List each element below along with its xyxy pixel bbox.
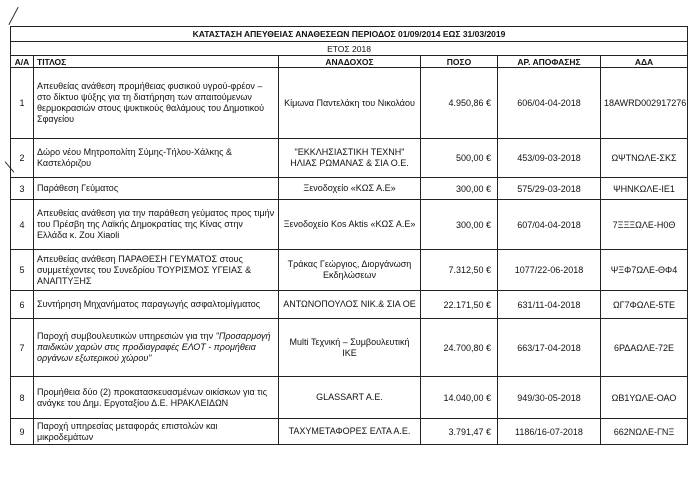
table-row	[11, 200, 688, 250]
table-title: ΚΑΤΑΣΤΑΣΗ ΑΠΕΥΘΕΙΑΣ ΑΝΑΘΕΣΕΩΝ ΠΕΡΙΟΔΟΣ 01/09/2014 ΕΩΣ 31/03/2019	[11, 27, 688, 42]
row-contractor: ΤΑΧΥΜΕΤΑΦΟΡΕΣ ΕΛΤΑ Α.Ε.	[279, 419, 421, 445]
assignments-table	[10, 26, 688, 445]
row-decision: 663/17-04-2018	[498, 319, 601, 377]
row-decision: 575/29-03-2018	[498, 178, 601, 200]
row-amount: 3.791,47 €	[421, 419, 498, 445]
row-decision: 607/04-04-2018	[498, 200, 601, 250]
row-title: Συντήρηση Μηχανήματος παραγωγής ασφαλτομίγματος	[34, 291, 279, 319]
row-num: 5	[11, 250, 34, 291]
row-amount: 500,00 €	[421, 139, 498, 178]
row-decision: 631/11-04-2018	[498, 291, 601, 319]
row-decision: 949/30-05-2018	[498, 377, 601, 419]
row-contractor: Τράκας Γεώργιος, Διοργάνωση Εκδηλώσεων	[279, 250, 421, 291]
row-num: 7	[11, 319, 34, 377]
row-title: Απευθείας ανάθεση προμήθειας φυσικού υγρού-φρέον – στο δίκτυο ψύξης για τη διατήρηση των απαιτούμενων θερμοκρασιών στους ψυκτικούς θαλάμους του Δημοτικού Σφαγείου	[34, 68, 279, 139]
row-ada: ΨΗΝΚΩΛΕ-ΙΕ1	[601, 178, 688, 200]
row-num: 9	[11, 419, 34, 445]
row-ada: 662ΝΩΛΕ-ΓΝΞ	[601, 419, 688, 445]
row-decision: 606/04-04-2018	[498, 68, 601, 139]
row-num: 3	[11, 178, 34, 200]
row-title	[34, 319, 279, 377]
table-row	[11, 250, 688, 291]
row-contractor: Ξενοδοχείο Kos Aktis «ΚΩΣ Α.Ε»	[279, 200, 421, 250]
header-decision: ΑΡ. ΑΠΟΦΑΣΗΣ	[498, 56, 601, 68]
row-decision: 1186/16-07-2018	[498, 419, 601, 445]
row-amount: 14.040,00 €	[421, 377, 498, 419]
header-title: ΤΙΤΛΟΣ	[34, 56, 279, 68]
row-ada: 18AWRD002917276	[601, 68, 688, 139]
row-ada: ΩΒ1ΥΩΛΕ-ΟΑΟ	[601, 377, 688, 419]
row-amount: 22.171,50 €	[421, 291, 498, 319]
header-contractor: ΑΝΑΔΟΧΟΣ	[279, 56, 421, 68]
table-row	[11, 419, 688, 445]
row-amount: 24.700,80 €	[421, 319, 498, 377]
table-row	[11, 139, 688, 178]
row-ada: 6ΡΔΑΩΛΕ-72Ε	[601, 319, 688, 377]
table-row	[11, 291, 688, 319]
row-decision: 1077/22-06-2018	[498, 250, 601, 291]
row-amount: 4.950,86 €	[421, 68, 498, 139]
row-ada: ΨΞΦ7ΩΛΕ-ΘΦ4	[601, 250, 688, 291]
row-title-italic: "Προσαρμογή παιδικών χαρών στις προδιαγραφές ΕΛΟΤ - προμήθεια οργάνων εξωτερικού χώρου"	[37, 331, 271, 363]
header-num: Α/Α	[11, 56, 34, 68]
table-row	[11, 68, 688, 139]
row-title: Απευθείας ανάθεση ΠΑΡΑΘΕΣΗ ΓΕΥΜΑΤΟΣ στους συμμετέχοντες του Συνεδρίου ΤΟΥΡΙΣΜΟΣ ΥΓΕΙΑΣ & ΑΝΑΠΤΥΞΗΣ	[34, 250, 279, 291]
row-contractor: Ξενοδοχείο «ΚΩΣ Α.Ε»	[279, 178, 421, 200]
row-contractor: Multi Τεχνική – Συμβουλευτική ΙΚΕ	[279, 319, 421, 377]
row-decision: 453/09-03-2018	[498, 139, 601, 178]
row-ada: ΩΓ7ΦΩΛΕ-5ΤΕ	[601, 291, 688, 319]
row-title-plain: Παροχή συμβουλευτικών υπηρεσιών για την	[37, 331, 214, 341]
year-label: ΕΤΟΣ 2018	[11, 42, 688, 56]
row-contractor: "ΕΚΚΛΗΣΙΑΣΤΙΚΗ ΤΕΧΝΗ" ΗΛΙΑΣ ΡΩΜΑΝΑΣ & ΣΙΑ Ο.Ε.	[279, 139, 421, 178]
row-title: Προμήθεια δύο (2) προκατασκευασμένων οικίσκων για τις ανάγκε του Δημ. Εργοταξίου Δ.Ε. ΗΡΑΚΛΕΙΔΩΝ	[34, 377, 279, 419]
row-ada: 7ΞΞΞΩΛΕ-Η0Θ	[601, 200, 688, 250]
header-ada: ΑΔΑ	[601, 56, 688, 68]
row-num: 6	[11, 291, 34, 319]
table-row	[11, 377, 688, 419]
row-ada: ΩΨΤΝΩΛΕ-ΣΚΣ	[601, 139, 688, 178]
header-amount: ΠΟΣΟ	[421, 56, 498, 68]
row-num: 8	[11, 377, 34, 419]
table-row	[11, 319, 688, 377]
row-amount: 300,00 €	[421, 200, 498, 250]
row-amount: 7.312,50 €	[421, 250, 498, 291]
row-title: Απευθείας ανάθεση για την παράθεση γεύματος προς τιμήν του Πρέσβη της Λαϊκής Δημοκρατίας της Κίνας στην Ελλάδα κ. Zou Xiaoli	[34, 200, 279, 250]
row-contractor: GLASSART A.E.	[279, 377, 421, 419]
row-title: Παράθεση Γεύματος	[34, 178, 279, 200]
header-row	[11, 56, 688, 68]
row-title: Δώρο νέου Μητροπολίτη Σύμης-Τήλου-Χάλκης & Καστελόριζου	[34, 139, 279, 178]
pen-mark-top	[8, 7, 18, 25]
row-num: 2	[11, 139, 34, 178]
row-contractor: Κίμωνα Παντελάκη του Νικολάου	[279, 68, 421, 139]
table-row	[11, 178, 688, 200]
row-contractor: ΑΝΤΩΝΟΠΟΥΛΟΣ ΝΙΚ.& ΣΙΑ ΟΕ	[279, 291, 421, 319]
row-title: Παροχή υπηρεσίας μεταφοράς επιστολών και μικροδεμάτων	[34, 419, 279, 445]
row-amount: 300,00 €	[421, 178, 498, 200]
row-num: 4	[11, 200, 34, 250]
row-num: 1	[11, 68, 34, 139]
